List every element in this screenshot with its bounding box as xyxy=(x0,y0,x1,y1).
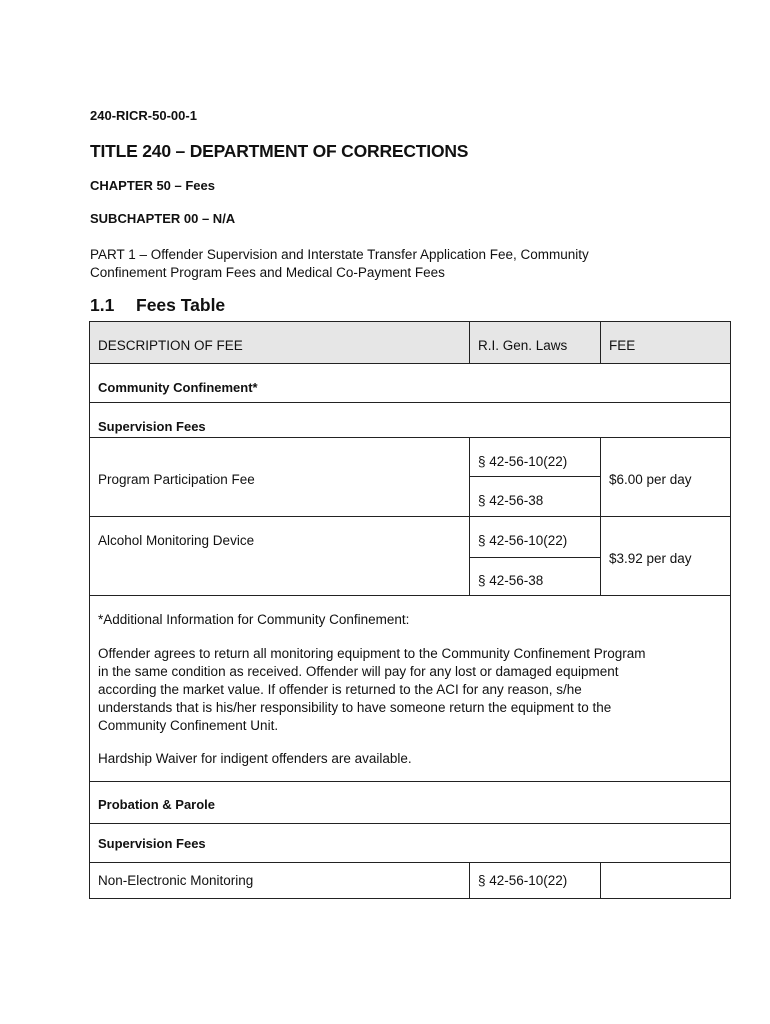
part-heading xyxy=(90,246,690,282)
header-description: DESCRIPTION OF FEE xyxy=(98,338,243,353)
column-divider xyxy=(600,437,601,596)
alcohol-fee-law-1: § 42-56-10(22) xyxy=(478,533,568,548)
program-fee-amount: $6.00 per day xyxy=(609,472,692,487)
row-divider xyxy=(89,437,731,438)
additional-info-line: according the market value. If offender is returned to the ACI for any reason, s/he xyxy=(98,682,582,697)
row-divider xyxy=(89,595,731,596)
non-electronic-law: § 42-56-10(22) xyxy=(478,873,568,888)
row-divider xyxy=(89,516,731,517)
non-electronic-description: Non-Electronic Monitoring xyxy=(98,873,254,888)
additional-info-heading: *Additional Information for Community Confinement: xyxy=(98,612,410,627)
additional-info-line: in the same condition as received. Offender will pay for any lost or damaged equipment xyxy=(98,664,619,679)
additional-info-line: Community Confinement Unit. xyxy=(98,718,279,733)
section-heading xyxy=(90,295,225,316)
additional-info-line: understands that is his/her responsibility to have someone return the equipment to the xyxy=(98,700,612,715)
column-divider xyxy=(469,437,470,596)
document-code: 240-RICR-50-00-1 xyxy=(90,108,197,123)
header-laws: R.I. Gen. Laws xyxy=(478,338,568,353)
row-divider xyxy=(89,781,731,782)
fees-table xyxy=(89,321,731,899)
column-divider xyxy=(600,862,601,899)
row-divider xyxy=(89,363,731,364)
supervision-fees-heading-2: Supervision Fees xyxy=(98,836,206,851)
alcohol-fee-amount: $3.92 per day xyxy=(609,551,692,566)
row-divider xyxy=(89,402,731,403)
header-fee: FEE xyxy=(609,338,636,353)
part-line-2: Confinement Program Fees and Medical Co-Payment Fees xyxy=(90,265,445,280)
section-number: 1.1 xyxy=(90,295,115,315)
supervision-fees-heading: Supervision Fees xyxy=(98,419,206,434)
program-fee-law-1: § 42-56-10(22) xyxy=(478,454,568,469)
chapter-heading: CHAPTER 50 – Fees xyxy=(90,178,215,193)
program-fee-description: Program Participation Fee xyxy=(98,472,255,487)
row-divider xyxy=(89,862,731,863)
part-line-1: PART 1 – Offender Supervision and Interstate Transfer Application Fee, Community xyxy=(90,247,589,262)
section-title: Fees Table xyxy=(136,295,226,315)
column-divider xyxy=(600,321,601,364)
column-divider xyxy=(469,321,470,364)
additional-info-text xyxy=(98,645,718,735)
hardship-waiver: Hardship Waiver for indigent offenders are available. xyxy=(98,751,412,766)
subchapter-heading: SUBCHAPTER 00 – N/A xyxy=(90,211,236,226)
column-divider xyxy=(469,862,470,899)
program-fee-law-2: § 42-56-38 xyxy=(478,493,544,508)
row-divider xyxy=(469,476,601,477)
alcohol-fee-description: Alcohol Monitoring Device xyxy=(98,533,255,548)
document-title: TITLE 240 – DEPARTMENT OF CORRECTIONS xyxy=(90,141,469,161)
community-confinement-heading: Community Confinement* xyxy=(98,380,258,395)
alcohol-fee-law-2: § 42-56-38 xyxy=(478,573,544,588)
probation-parole-heading: Probation & Parole xyxy=(98,797,216,812)
row-divider xyxy=(469,557,601,558)
row-divider xyxy=(89,823,731,824)
additional-info-line: Offender agrees to return all monitoring equipment to the Community Confinement Program xyxy=(98,646,646,661)
